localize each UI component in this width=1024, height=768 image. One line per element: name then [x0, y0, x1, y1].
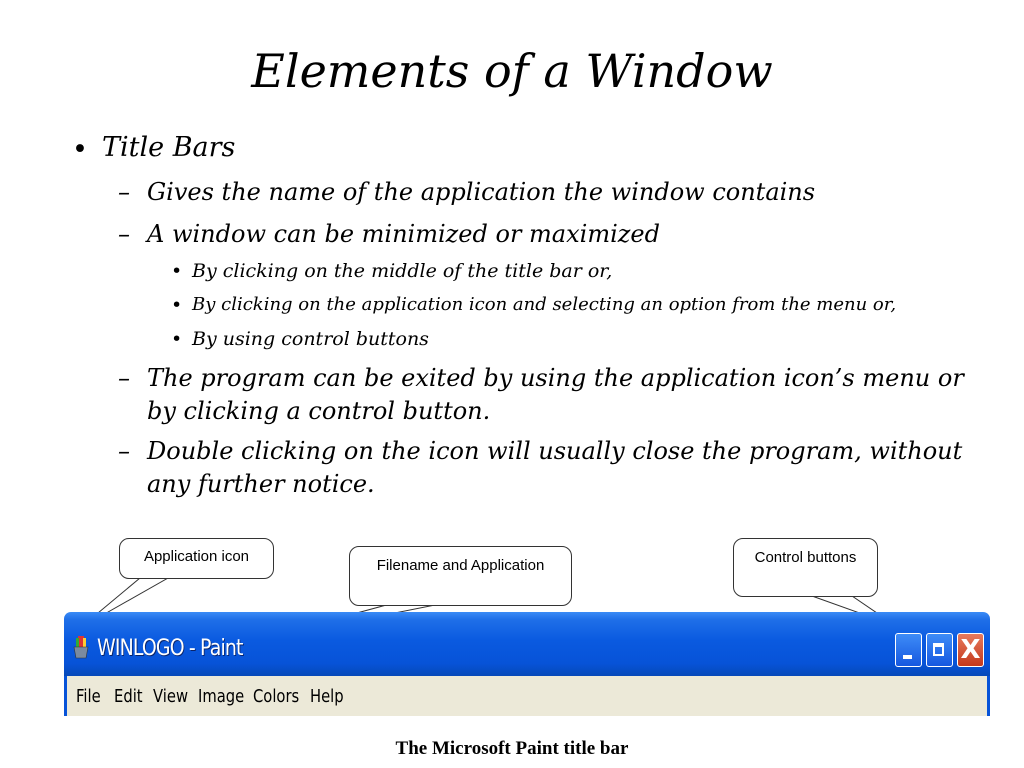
maximize-icon: [933, 643, 944, 656]
paint-app-icon[interactable]: [72, 634, 90, 660]
figure-caption: The Microsoft Paint title bar: [395, 738, 629, 759]
dash-3: –: [118, 364, 130, 392]
callout-application-icon: [119, 538, 274, 579]
dash-2: –: [118, 220, 130, 248]
dot-1: •: [171, 260, 183, 282]
callout-filename-label: Filename and Application: [376, 557, 545, 574]
paint-window: [64, 612, 990, 716]
menu-bar: [64, 676, 990, 716]
callout-control-buttons-label: Control buttons: [754, 549, 857, 566]
title-bar[interactable]: [64, 612, 990, 676]
bullet-dot: •: [72, 134, 88, 165]
sub-sub-bullet-1: By clicking on the middle of the title bar or,: [192, 260, 613, 282]
close-button[interactable]: [957, 633, 984, 667]
bullet-title-bars: Title Bars: [102, 132, 236, 163]
sub-sub-bullet-3: By using control buttons: [192, 328, 429, 350]
minimize-button[interactable]: [895, 633, 922, 667]
menu-edit[interactable]: Edit: [114, 686, 143, 707]
menu-view[interactable]: View: [153, 686, 189, 707]
sub-bullet-exit: The program can be exited by using the application icon’s menu or by clicking a control button.: [147, 364, 964, 425]
menu-help[interactable]: Help: [310, 686, 344, 707]
callout-control-buttons: [733, 538, 878, 597]
slide-title: Elements of a Window: [251, 44, 773, 98]
dash-1: –: [118, 178, 130, 206]
callout-application-icon-label: Application icon: [143, 548, 250, 565]
menu-file[interactable]: File: [76, 686, 101, 707]
dash-4: –: [118, 437, 130, 465]
minimize-icon: [903, 655, 912, 659]
close-icon: X: [960, 635, 981, 665]
menu-image[interactable]: Image: [198, 686, 245, 707]
maximize-button[interactable]: [926, 633, 953, 667]
sub-bullet-name: Gives the name of the application the window contains: [147, 178, 816, 206]
dot-2: •: [171, 294, 183, 316]
dot-3: •: [171, 328, 183, 350]
window-title: WINLOGO - Paint: [97, 636, 243, 661]
callout-filename: [349, 546, 572, 606]
sub-sub-bullet-2: By clicking on the application icon and selecting an option from the menu or,: [192, 294, 897, 315]
sub-bullet-minmax: A window can be minimized or maximized: [147, 220, 660, 248]
sub-bullet-double-click: Double clicking on the icon will usually close the program, without any further notice.: [147, 437, 963, 498]
menu-colors[interactable]: Colors: [253, 686, 300, 707]
